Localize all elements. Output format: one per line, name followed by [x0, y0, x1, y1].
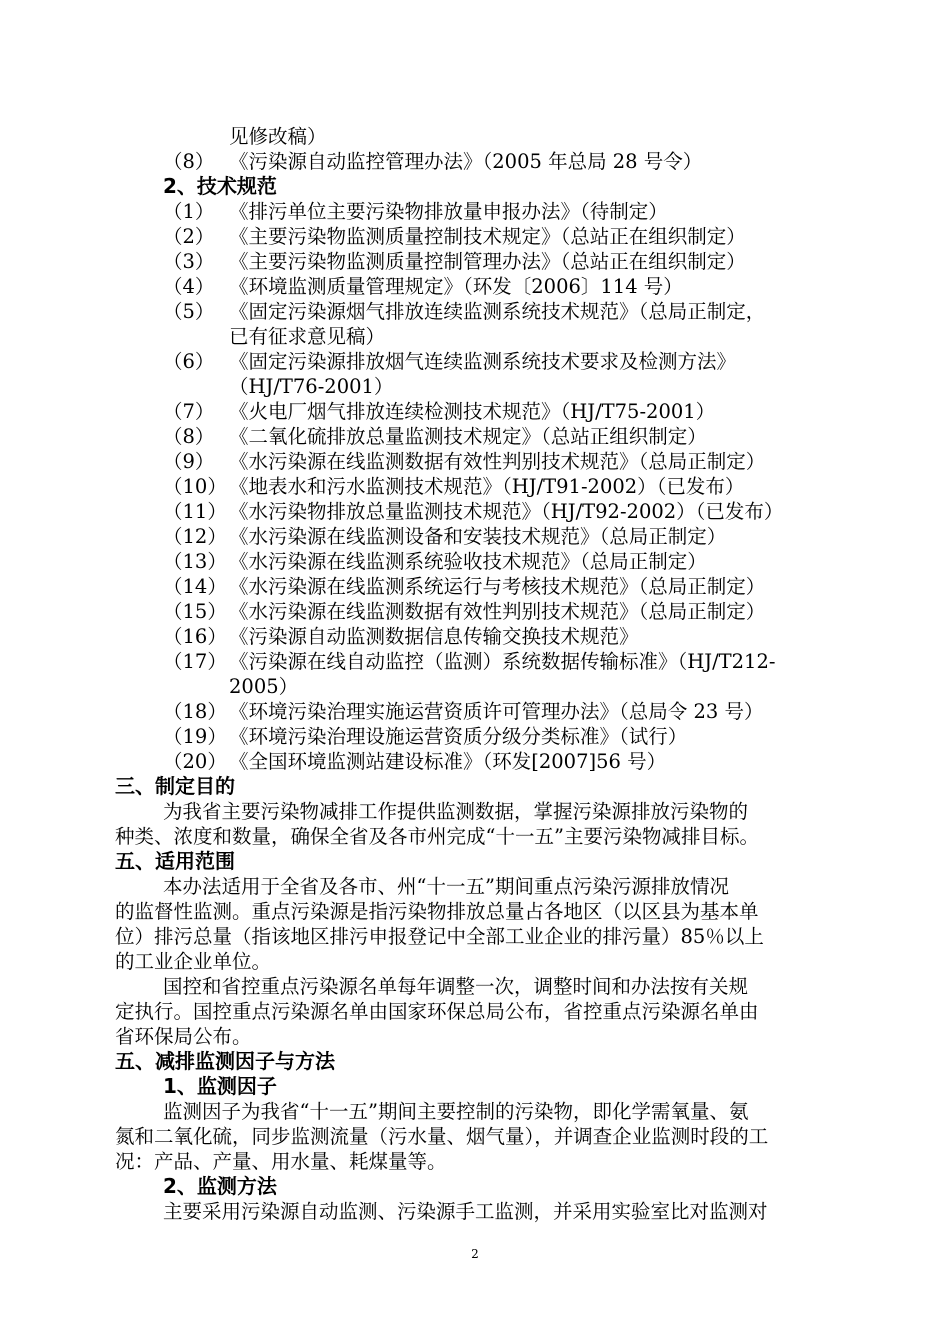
- paragraph-line: 监测因子为我省“十一五”期间主要控制的污染物，即化学需氧量、氨: [163, 1100, 749, 1123]
- tech-item-text: 《水污染源在线监测数据有效性判别技术规范》（总局正制定）: [229, 600, 766, 623]
- tech-item-number: （10）: [163, 475, 227, 498]
- tech-item-number: （5）: [163, 300, 215, 323]
- tech-item-number: （9）: [163, 450, 215, 473]
- tech-item-number: （20）: [163, 750, 227, 773]
- tech-item-number: （8）: [163, 425, 215, 448]
- tech-item-number: （6）: [163, 350, 215, 373]
- tech-item-text: 《二氧化硫排放总量监测技术规定》（总站正组织制定）: [229, 425, 707, 448]
- tech-item-text: 《环境污染治理实施运营资质许可管理办法》（总局令 23 号）: [229, 700, 764, 723]
- paragraph-line: 主要采用污染源自动监测、污染源手工监测，并采用实验室比对监测对: [163, 1200, 768, 1223]
- tech-item-number: （18）: [163, 700, 227, 723]
- paragraph-line: 的监督性监测。重点污染源是指污染物排放总量占各地区（以区县为基本单: [115, 900, 759, 923]
- paragraph-line: 省环保局公布。: [115, 1025, 252, 1048]
- tech-item-text: 《火电厂烟气排放连续检测技术规范》（HJ/T75-2001）: [229, 400, 716, 423]
- admin-item-8-text: 《污染源自动监控管理办法》（2005 年总局 28 号令）: [229, 150, 703, 173]
- section-heading-purpose: 三、制定目的: [115, 774, 235, 798]
- subheading-methods: 2、监测方法: [163, 1174, 277, 1198]
- tech-item-number: （16）: [163, 625, 227, 648]
- tech-item-number: （3）: [163, 250, 215, 273]
- paragraph-line: 本办法适用于全省及各市、州“十一五”期间重点污染污源排放情况: [163, 875, 729, 898]
- tech-item-text: 《污染源在线自动监控（监测）系统数据传输标准》（HJ/T212-: [229, 650, 776, 673]
- paragraph-line: 种类、浓度和数量，确保全省及各市州完成“十一五”主要污染物减排目标。: [115, 825, 759, 848]
- tech-item-number: （12）: [163, 525, 227, 548]
- paragraph-line: 位）排污总量（指该地区排污申报登记中全部工业企业的排污量）85％以上: [115, 925, 764, 948]
- tech-item-number: （13）: [163, 550, 227, 573]
- tech-item-text: 《主要污染物监测质量控制技术规定》（总站正在组织制定）: [229, 225, 746, 248]
- subheading-factors: 1、监测因子: [163, 1074, 277, 1098]
- paragraph-line: 为我省主要污染物减排工作提供监测数据，掌握污染源排放污染物的: [163, 800, 749, 823]
- tech-spec-heading: 2、技术规范: [163, 174, 277, 198]
- continued-line: 见修改稿）: [229, 125, 327, 148]
- tech-item-text: 《环境污染治理设施运营资质分级分类标准》（试行）: [229, 725, 688, 748]
- paragraph-line: 氮和二氧化硫，同步监测流量（污水量、烟气量），并调查企业监测时段的工: [115, 1125, 769, 1148]
- paragraph-line: 国控和省控重点污染源名单每年调整一次，调整时间和办法按有关规: [163, 975, 749, 998]
- tech-item-text: 《主要污染物监测质量控制管理办法》（总站正在组织制定）: [229, 250, 746, 273]
- tech-item-text: 《水污染源在线监测系统验收技术规范》（总局正制定）: [229, 550, 707, 573]
- tech-item-text: 《固定污染源烟气排放连续监测系统技术规范》（总局正制定，: [229, 300, 766, 323]
- tech-item-text: 《污染源自动监测数据信息传输交换技术规范》: [229, 625, 639, 648]
- tech-item-number: （14）: [163, 575, 227, 598]
- section-heading-factors-methods: 五、减排监测因子与方法: [115, 1049, 335, 1073]
- tech-item-text: 《水污染源在线监测系统运行与考核技术规范》（总局正制定）: [229, 575, 766, 598]
- tech-item-number: （11）: [163, 500, 227, 523]
- tech-item-text: 《固定污染源排放烟气连续监测系统技术要求及检测方法》: [229, 350, 737, 373]
- tech-item-text: 《地表水和污水监测技术规范》（HJ/T91-2002）（已发布）: [229, 475, 745, 498]
- paragraph-line: 况：产品、产量、用水量、耗煤量等。: [115, 1150, 447, 1173]
- tech-item-number: （4）: [163, 275, 215, 298]
- tech-item-text: 《环境监测质量管理规定》（环发〔2006〕114 号）: [229, 275, 683, 298]
- tech-item-number: （17）: [163, 650, 227, 673]
- tech-item-text: 《水污染源在线监测数据有效性判别技术规范》（总局正制定）: [229, 450, 766, 473]
- page-number: 2: [471, 1247, 479, 1261]
- tech-item-number: （19）: [163, 725, 227, 748]
- tech-item-text: 《水污染物排放总量监测技术规范》（HJ/T92-2002）（已发布）: [229, 500, 784, 523]
- tech-item-number: （1）: [163, 200, 215, 223]
- tech-item-text: 《全国环境监测站建设标准》（环发[2007]56 号）: [229, 750, 667, 773]
- paragraph-line: 的工业企业单位。: [115, 950, 272, 973]
- admin-item-8-number: （8）: [163, 150, 215, 173]
- tech-item-number: （2）: [163, 225, 215, 248]
- tech-item-text-continued: 已有征求意见稿）: [229, 325, 386, 348]
- section-heading-scope: 五、适用范围: [115, 849, 235, 873]
- tech-item-number: （7）: [163, 400, 215, 423]
- tech-item-text-continued: 2005）: [229, 675, 299, 698]
- tech-item-text: 《水污染源在线监测设备和安装技术规范》（总局正制定）: [229, 525, 727, 548]
- tech-item-text-continued: （HJ/T76-2001）: [229, 375, 394, 398]
- tech-item-number: （15）: [163, 600, 227, 623]
- paragraph-line: 定执行。国控重点污染源名单由国家环保总局公布，省控重点污染源名单由: [115, 1000, 759, 1023]
- tech-item-text: 《排污单位主要污染物排放量申报办法》（待制定）: [229, 200, 668, 223]
